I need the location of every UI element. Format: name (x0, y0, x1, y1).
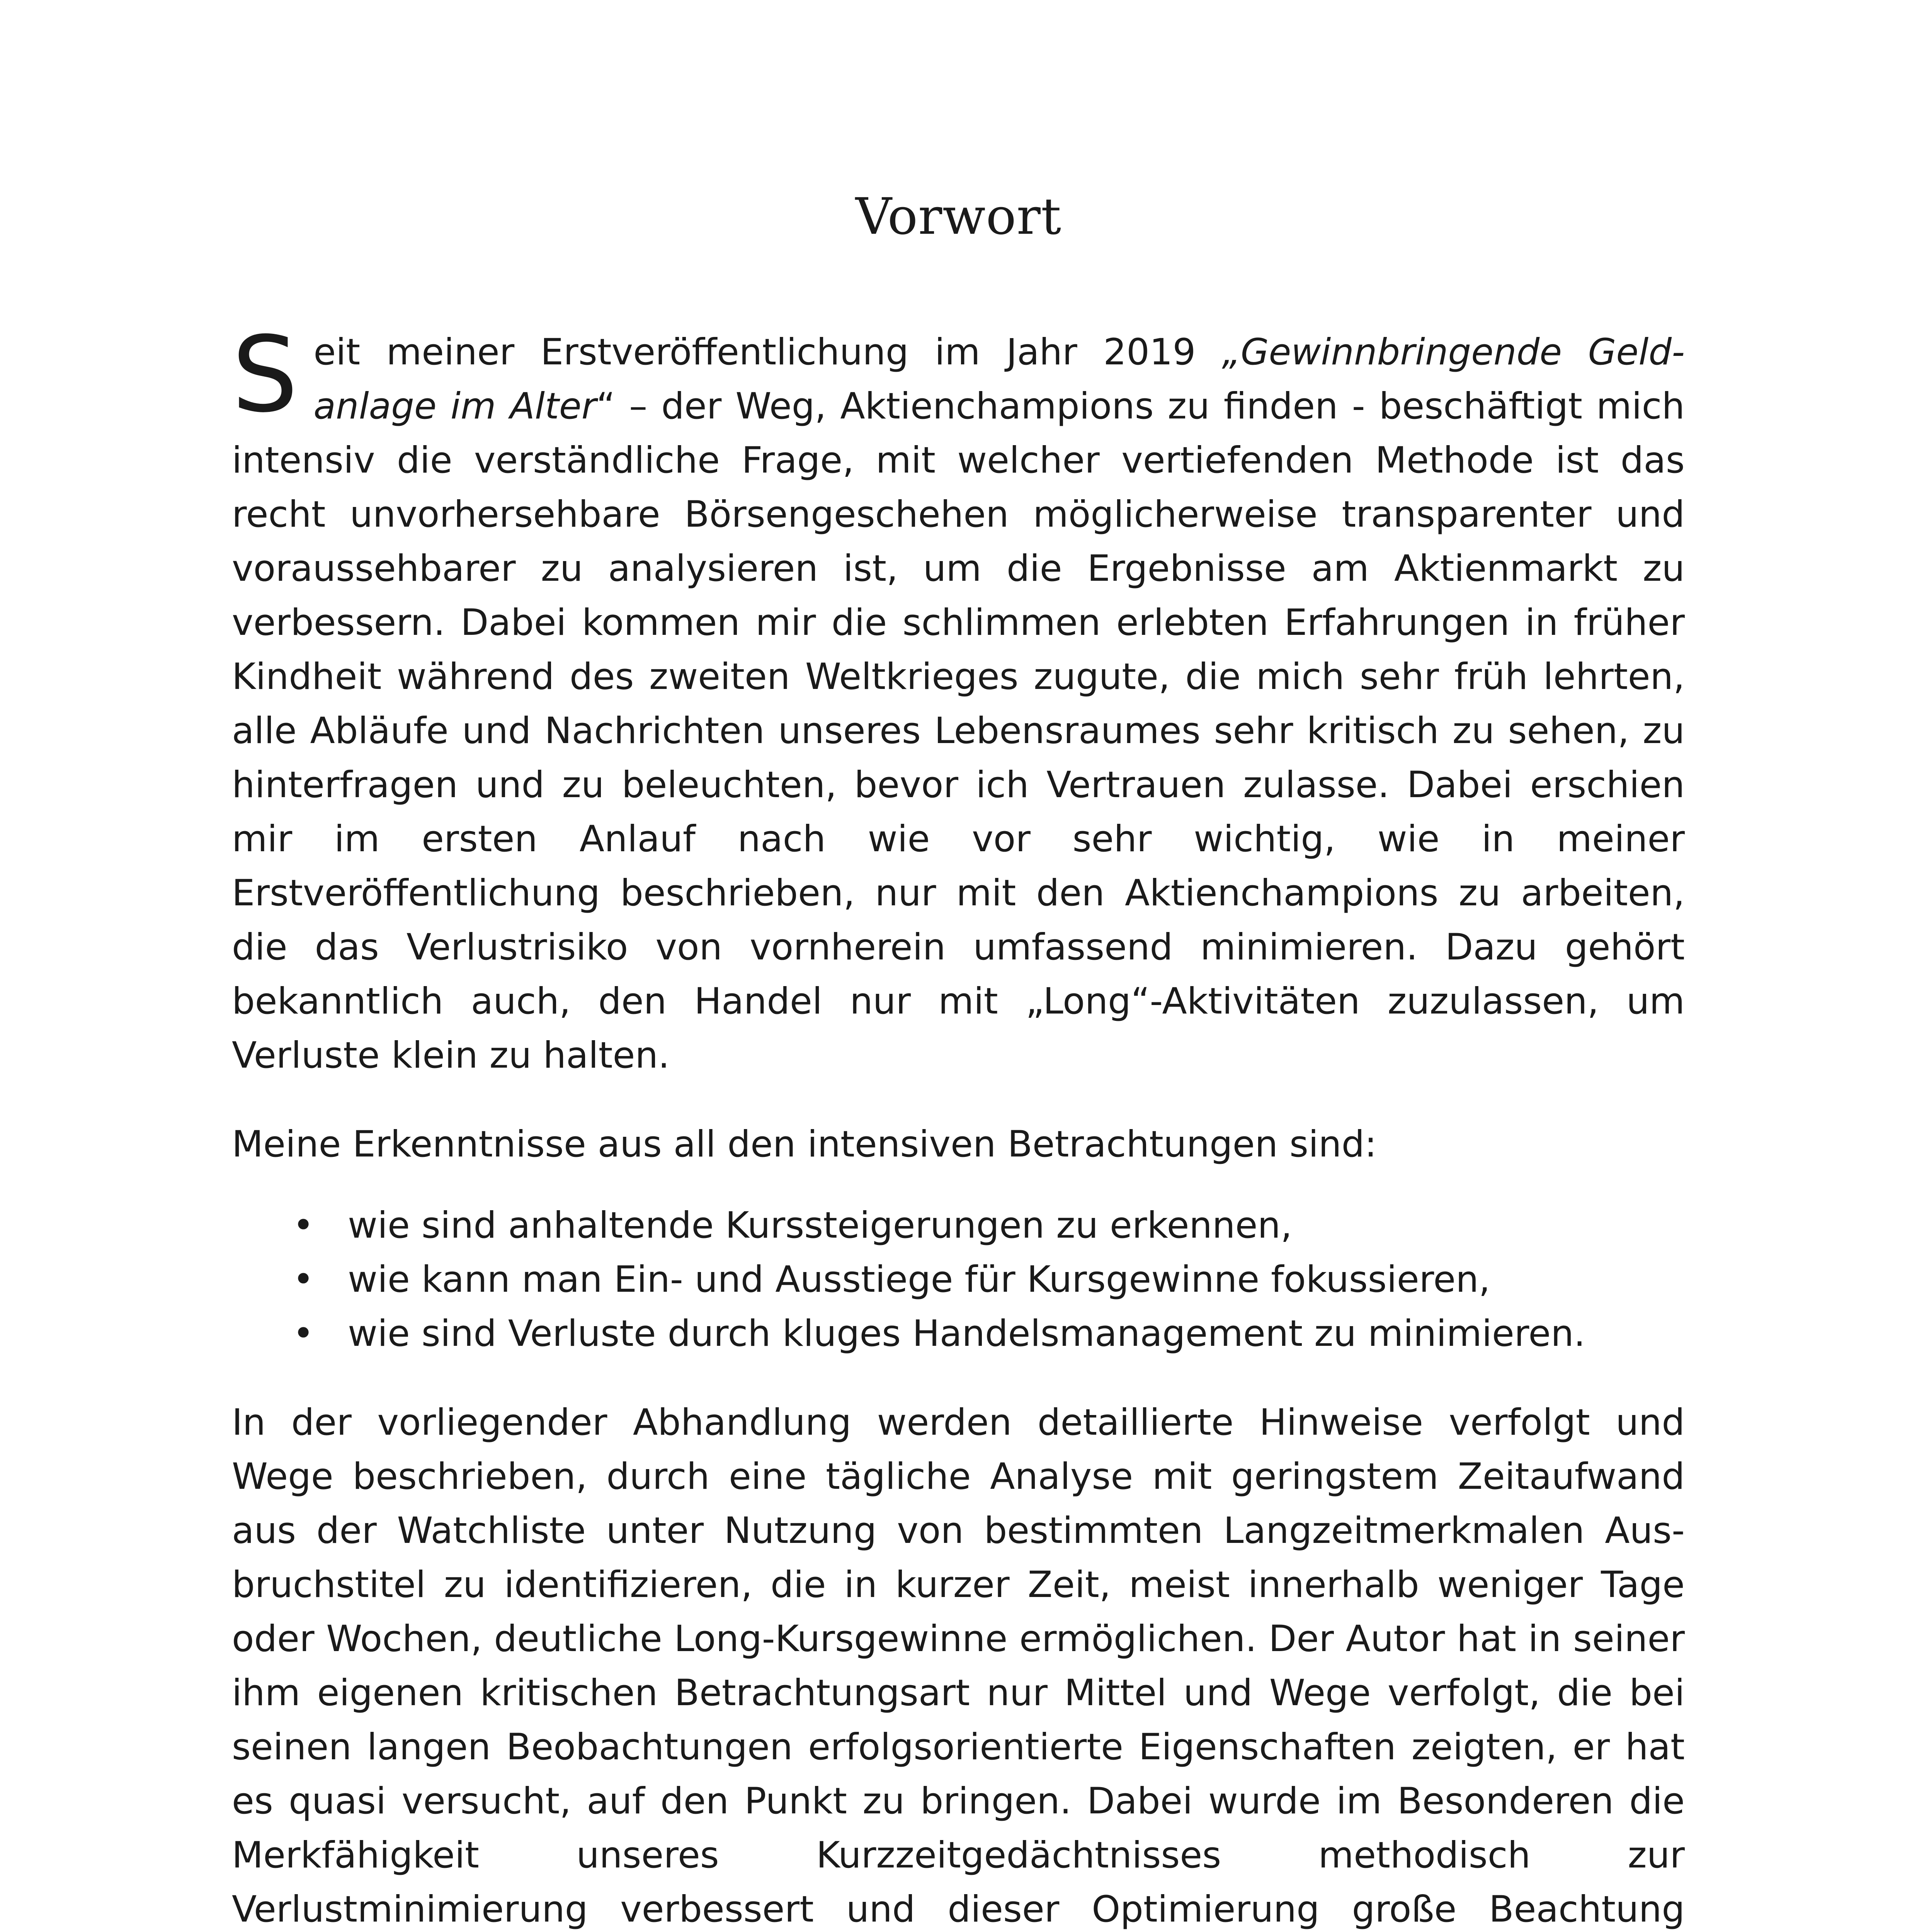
bullet-icon: • (293, 1204, 314, 1247)
drop-cap: S (232, 314, 298, 435)
book-title-reference: „Gewinnbringende Geldanlage im Alter (313, 331, 1685, 427)
paragraph-intro (232, 314, 1685, 1083)
list-item (232, 1307, 1685, 1361)
findings-list (232, 1199, 1685, 1361)
spacer (232, 1361, 1685, 1396)
paragraph-method: In der vorliegender Abhandlung werden detaillierte Hinweise verfolgt und Wege beschrieben, durch eine tägliche Analyse mit geringstem Zeitaufwand aus der Watchliste unter Nutzung von bestimmten Langzeitmerkmalen Ausbruchstitel zu identifizieren, die in kurzer Zeit, meist innerhalb weniger Tage oder Wochen, deutliche Long-Kursgewinne ermöglichen. Der Autor hat in seiner ihm eigenen kritischen Betrachtungsart nur Mittel und Wege verfolgt, die bei seinen langen Beobachtungen erfolgsorientierte Eigenschaften zeigten, er hat es quasi versucht, auf den Punkt zu bringen. Dabei wurde im Besonderen die Merkfähigkeit unseres Kurzzeitgedächtnisses methodisch zur Verlustminimierung verbessert und dieser Optimierung große Beachtung (232, 1401, 1685, 1930)
page-title: Vorwort (855, 187, 1062, 246)
bullet-icon: • (293, 1313, 314, 1355)
spacer (232, 1083, 1685, 1117)
paragraph-intro-text-b: “ – der Weg, Aktienchampions zu finden - beschäftigt mich intensiv die verständliche Frage, mit welcher vertiefenden Methode ist das recht unvorhersehbare Börsengeschehen möglicherweise transparenter und voraussehbarer zu analysieren ist, um die Ergebnisse am Aktienmarkt zu verbessern. Dabei kommen mir die schlimmen erlebten Erfahrungen in früher Kindheit während des zweiten Weltkrieges zugute, die mich sehr früh lehrten, alle Abläufe und Nachrichten unseres Lebensraumes sehr kritisch zu sehen, zu hinterfragen und zu beleuchten, bevor ich Vertrauen zulasse. Dabei erschien mir im ersten Anlauf nach wie vor sehr wichtig, wie in meiner Erstveröffentlichung beschrieben, nur mit den Aktienchampions zu arbeiten, die das Verlustrisiko von vornherein umfassend minimieren. Dazu gehört bekanntlich auch, den Handel nur mit „Long“-Aktivitäten zuzulassen, um Verluste klein zu halten. (232, 385, 1685, 1077)
list-item-text: wie kann man Ein- und Ausstiege für Kursgewinne fokussieren, (348, 1259, 1490, 1301)
list-item (232, 1253, 1685, 1307)
bullet-icon: • (293, 1259, 314, 1301)
paragraph-findings-intro: Meine Erkenntnisse aus all den intensiven Betrachtungen sind: (232, 1123, 1377, 1165)
body-text (232, 314, 1685, 1932)
list-item-text: wie sind Verluste durch kluges Handelsmanagement zu minimieren. (348, 1313, 1585, 1355)
list-item (232, 1199, 1685, 1253)
spacer (232, 1172, 1685, 1199)
paragraph-intro-text-a: eit meiner Erstveröffentlichung im Jahr 2019 (313, 331, 1222, 373)
list-item-text: wie sind anhaltende Kurssteigerungen zu erkennen, (348, 1204, 1292, 1247)
